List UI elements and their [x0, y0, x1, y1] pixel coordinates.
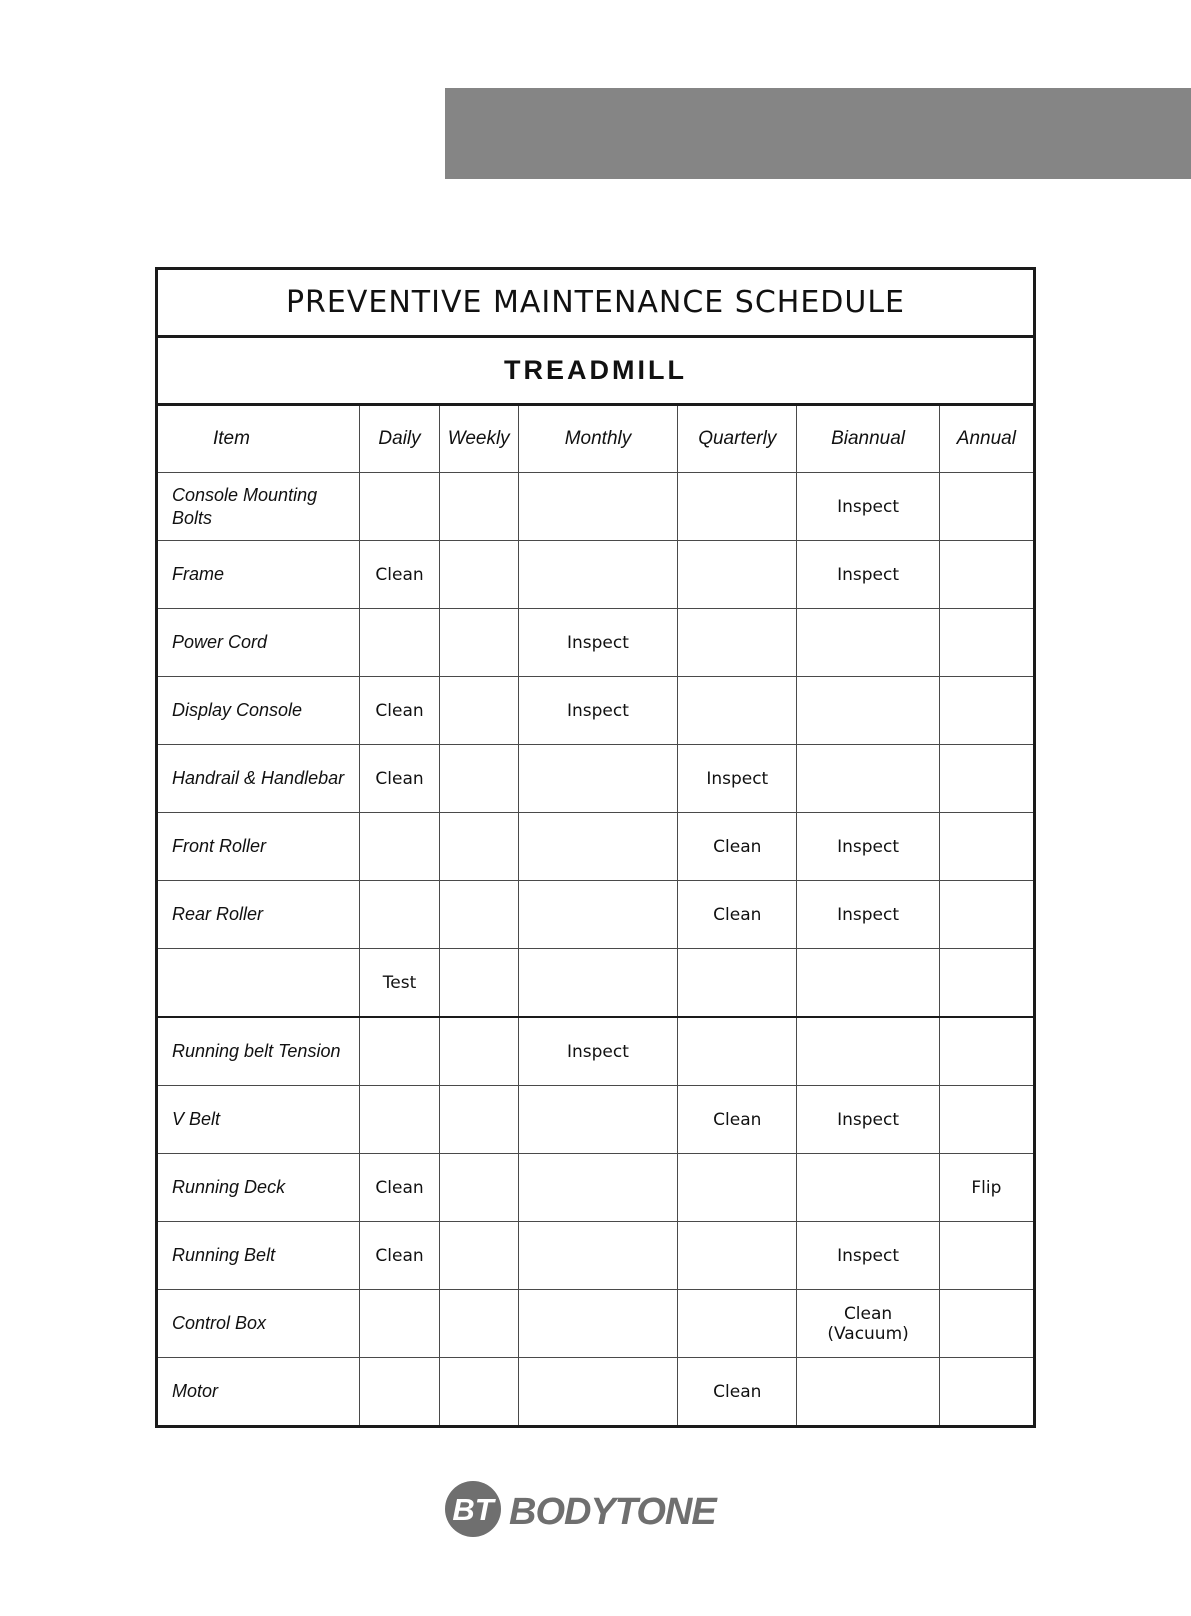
column-header-annual: Annual — [939, 405, 1034, 473]
cell-daily: Clean — [360, 745, 439, 813]
cell-monthly — [518, 1222, 677, 1290]
table-row — [157, 881, 1035, 949]
table-row — [157, 1017, 1035, 1086]
cell-daily: Clean — [360, 1154, 439, 1222]
cell-monthly — [518, 473, 677, 541]
cell-monthly: Inspect — [518, 1017, 677, 1086]
cell-daily — [360, 1290, 439, 1358]
cell-daily — [360, 813, 439, 881]
table-row — [157, 949, 1035, 1018]
column-header-daily: Daily — [360, 405, 439, 473]
cell-daily: Test — [360, 949, 439, 1018]
cell-annual — [939, 609, 1034, 677]
table-row — [157, 541, 1035, 609]
cell-quarterly — [678, 1017, 797, 1086]
cell-biannual: Inspect — [797, 1086, 939, 1154]
cell-annual — [939, 1290, 1034, 1358]
logo-wordmark: BODYTONE — [509, 1491, 716, 1533]
item-name-cell: Display Console — [157, 677, 360, 745]
column-header-weekly: Weekly — [439, 405, 518, 473]
item-name-cell: Running belt Tension — [157, 1017, 360, 1086]
table-row — [157, 1154, 1035, 1222]
cell-biannual — [797, 609, 939, 677]
cell-weekly — [439, 813, 518, 881]
cell-weekly — [439, 745, 518, 813]
cell-daily: Clean — [360, 541, 439, 609]
cell-biannual: Inspect — [797, 813, 939, 881]
item-name-cell: Front Roller — [157, 813, 360, 881]
cell-biannual — [797, 745, 939, 813]
header-row — [157, 405, 1035, 473]
cell-quarterly — [678, 1222, 797, 1290]
cell-weekly — [439, 609, 518, 677]
cell-daily — [360, 1017, 439, 1086]
cell-quarterly — [678, 473, 797, 541]
cell-weekly — [439, 1290, 518, 1358]
cell-quarterly: Clean — [678, 1358, 797, 1427]
column-header-item: Item — [157, 405, 360, 473]
cell-daily — [360, 609, 439, 677]
column-header-monthly: Monthly — [518, 405, 677, 473]
cell-weekly — [439, 949, 518, 1018]
table-row — [157, 1290, 1035, 1358]
cell-daily — [360, 881, 439, 949]
cell-annual — [939, 881, 1034, 949]
item-name-cell: V Belt — [157, 1086, 360, 1154]
bodytone-logo — [443, 1479, 753, 1539]
cell-monthly: Inspect — [518, 677, 677, 745]
cell-annual — [939, 949, 1034, 1018]
cell-quarterly: Inspect — [678, 745, 797, 813]
cell-biannual: Inspect — [797, 541, 939, 609]
table-subtitle: TREADMILL — [157, 337, 1035, 405]
cell-daily — [360, 473, 439, 541]
cell-annual — [939, 813, 1034, 881]
cell-annual — [939, 677, 1034, 745]
cell-monthly — [518, 745, 677, 813]
cell-annual — [939, 473, 1034, 541]
cell-quarterly — [678, 1290, 797, 1358]
cell-annual — [939, 1086, 1034, 1154]
cell-monthly — [518, 949, 677, 1018]
cell-annual — [939, 1222, 1034, 1290]
cell-annual — [939, 541, 1034, 609]
cell-monthly: Inspect — [518, 609, 677, 677]
table-title: PREVENTIVE MAINTENANCE SCHEDULE — [157, 269, 1035, 337]
cell-biannual: Inspect — [797, 881, 939, 949]
table-row — [157, 677, 1035, 745]
item-name-cell: Frame — [157, 541, 360, 609]
item-name-cell — [157, 949, 360, 1018]
cell-monthly — [518, 881, 677, 949]
cell-daily: Clean — [360, 1222, 439, 1290]
cell-monthly — [518, 1358, 677, 1427]
cell-weekly — [439, 541, 518, 609]
cell-annual — [939, 1017, 1034, 1086]
cell-quarterly — [678, 1154, 797, 1222]
cell-biannual: Clean (Vacuum) — [797, 1290, 939, 1358]
cell-quarterly: Clean — [678, 881, 797, 949]
cell-biannual — [797, 677, 939, 745]
cell-daily — [360, 1086, 439, 1154]
item-name-cell: Running Deck — [157, 1154, 360, 1222]
item-name-cell: Rear Roller — [157, 881, 360, 949]
header-bar — [445, 88, 1191, 179]
cell-biannual — [797, 1358, 939, 1427]
cell-quarterly — [678, 541, 797, 609]
table-row — [157, 1222, 1035, 1290]
table-row — [157, 1358, 1035, 1427]
cell-annual — [939, 1358, 1034, 1427]
cell-weekly — [439, 1086, 518, 1154]
cell-weekly — [439, 1154, 518, 1222]
table-row — [157, 813, 1035, 881]
cell-biannual — [797, 1017, 939, 1086]
item-name-cell: Power Cord — [157, 609, 360, 677]
cell-quarterly: Clean — [678, 1086, 797, 1154]
cell-daily: Clean — [360, 677, 439, 745]
cell-weekly — [439, 1358, 518, 1427]
cell-annual — [939, 745, 1034, 813]
cell-weekly — [439, 1017, 518, 1086]
cell-weekly — [439, 677, 518, 745]
item-name-cell: Motor — [157, 1358, 360, 1427]
cell-quarterly — [678, 609, 797, 677]
table-row — [157, 609, 1035, 677]
table-row — [157, 473, 1035, 541]
cell-biannual — [797, 949, 939, 1018]
cell-annual: Flip — [939, 1154, 1034, 1222]
cell-biannual — [797, 1154, 939, 1222]
logo-mark: BT — [452, 1492, 494, 1527]
item-name-cell: Running Belt — [157, 1222, 360, 1290]
cell-weekly — [439, 1222, 518, 1290]
item-name-cell: Handrail & Handlebar — [157, 745, 360, 813]
cell-quarterly — [678, 677, 797, 745]
cell-monthly — [518, 1290, 677, 1358]
table-row — [157, 1086, 1035, 1154]
table-row — [157, 745, 1035, 813]
item-name-cell: Console Mounting Bolts — [157, 473, 360, 541]
cell-weekly — [439, 881, 518, 949]
column-header-biannual: Biannual — [797, 405, 939, 473]
column-header-quarterly: Quarterly — [678, 405, 797, 473]
cell-quarterly — [678, 949, 797, 1018]
maintenance-table — [155, 267, 1036, 1428]
cell-monthly — [518, 813, 677, 881]
cell-daily — [360, 1358, 439, 1427]
cell-biannual: Inspect — [797, 1222, 939, 1290]
item-name-cell: Control Box — [157, 1290, 360, 1358]
cell-monthly — [518, 1154, 677, 1222]
cell-monthly — [518, 541, 677, 609]
cell-monthly — [518, 1086, 677, 1154]
cell-quarterly: Clean — [678, 813, 797, 881]
cell-weekly — [439, 473, 518, 541]
cell-biannual: Inspect — [797, 473, 939, 541]
